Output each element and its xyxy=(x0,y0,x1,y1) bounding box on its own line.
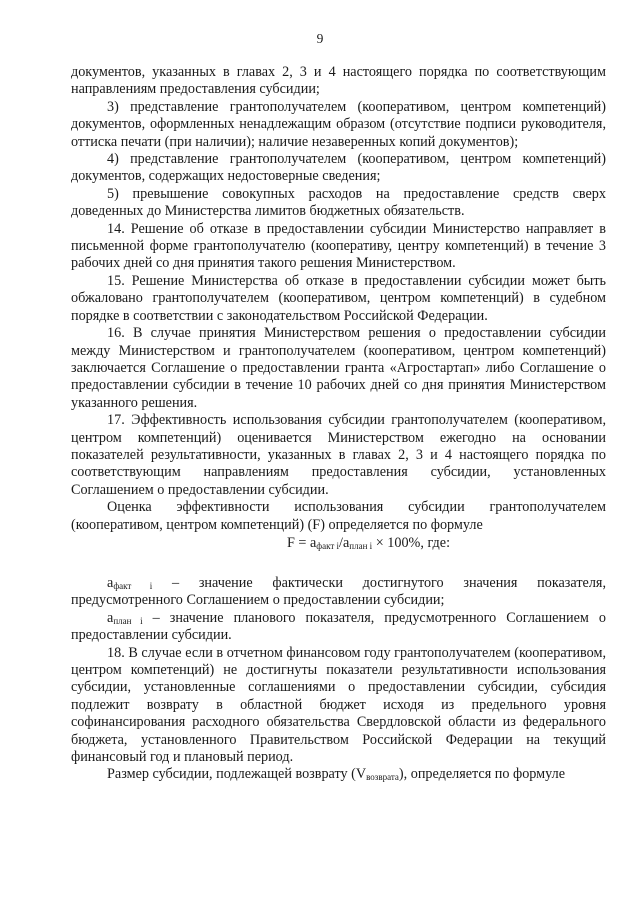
refund-v-sub: возврата xyxy=(366,772,399,783)
paragraph-item-4: 4) представление грантополучателем (кооперативом, центром компетенций) документов, содержащих недостоверные сведения; xyxy=(71,151,606,185)
paragraph-refund-size xyxy=(71,766,606,783)
formula-lhs: F = a xyxy=(286,534,317,551)
var-a-fact-sub: факт i xyxy=(113,580,153,591)
formula-sub-fact: факт i xyxy=(316,540,340,551)
paragraph-continuation: документов, указанных в главах 2, 3 и 4 настоящего порядка по соответствующим направлениям предоставления субсидии; xyxy=(71,64,606,98)
formula-rhs: × 100%, где: xyxy=(372,534,451,551)
var-a-plan-letter: a xyxy=(107,609,114,626)
paragraph-14: 14. Решение об отказе в предоставлении субсидии Министерство направляет в письменной форме грантополучателю (кооперативу, центру компетенций) в течение 3 рабочих дней со дня принятия такого решения Министерством. xyxy=(71,220,606,272)
paragraph-15: 15. Решение Министерства об отказе в предоставлении субсидии может быть обжаловано грантополучателем (кооперативом, центром компетенций) в судебном порядке в соответствии с законодательством Российской Федерации. xyxy=(71,272,606,324)
formula-slash: /a xyxy=(339,534,350,551)
definition-a-fact xyxy=(71,575,606,610)
definition-a-fact-text: – значение фактически достигнутого значения показателя, предусмотренного Соглашением о предоставлении субсидии; xyxy=(71,574,606,609)
paragraph-item-3: 3) представление грантополучателем (кооперативом, центром компетенций) документов, оформленных ненадлежащим образом (отсутствие подписи руководителя, оттиска печати (при наличии); наличие незаверенных копий документов); xyxy=(71,98,606,150)
page-number: 9 xyxy=(316,31,324,46)
paragraph-item-5: 5) превышение совокупных расходов на предоставление средств сверх доведенных до Министерства лимитов бюджетных обязательств. xyxy=(71,185,606,220)
refund-text-post: ), определяется по формуле xyxy=(398,766,565,783)
var-a-plan-sub: план i xyxy=(113,615,143,626)
paragraph-18: 18. В случае если в отчетном финансовом году грантополучателем (кооперативом, центром компетенций) не достигнуты показатели результативности использования субсидии, установленные соглашениями о предоставлении субсидии, субсидия подлежит возврату в областной бюджет исходя из предельного уровня софинансирования расходного обязательства Свердловской области из федерального бюджета, установленного Правительством Российской Федерации на текущий финансовый год и плановый период. xyxy=(71,644,606,766)
paragraph-evaluation: Оценка эффективности использования субсидии грантополучателем (кооперативом, центром компетенций) (F) определяется по формуле xyxy=(71,499,606,533)
paragraph-16: 16. В случае принятия Министерством решения о предоставлении субсидии между Министерством и грантополучателем (кооперативом, центром компетенций) заключается Соглашение о предоставлении гранта «Агростартап» либо Соглашение о предоставлении субсидии в течение 10 рабочих дней со дня принятия Министерством указанного решения. xyxy=(71,325,606,411)
definition-a-plan-text: – значение планового показателя, предусмотренного Соглашением о предоставлении субсидии. xyxy=(71,609,607,644)
var-a-fact-letter: a xyxy=(107,574,114,591)
formula-sub-plan: план i xyxy=(349,540,373,551)
definition-a-plan xyxy=(71,610,606,645)
formula-spacing xyxy=(71,553,606,575)
refund-text-pre: Размер субсидии, подлежащей возврату (V xyxy=(107,766,367,783)
paragraph-17: 17. Эффективность использования субсидии грантополучателем (кооперативом, центром компетенций) оценивается Министерством ежегодно на основании показателей результативности, указанных в главах 2, 3 и 4 настоящего порядка по соответствующим направлениям предоставления субсидии, установленных Соглашением о предоставлении субсидии. xyxy=(71,412,606,498)
formula-efficiency xyxy=(71,535,606,553)
document-body xyxy=(71,64,606,784)
